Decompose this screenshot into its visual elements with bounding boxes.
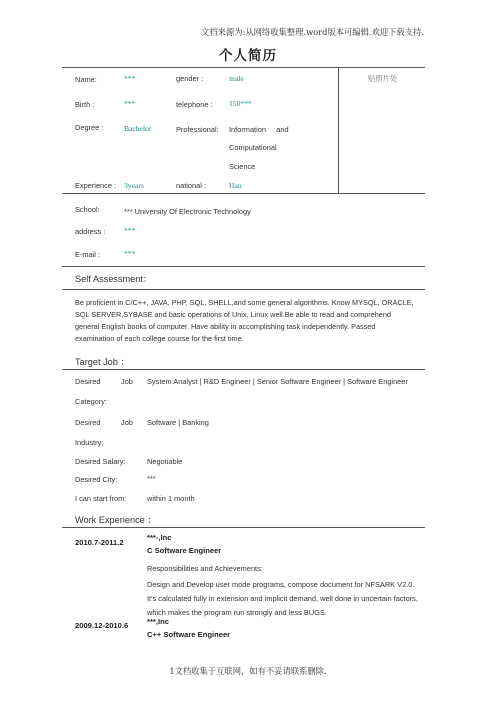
work-entry-detail: Responsibilities and Achievements: <box>147 564 263 573</box>
school-value: *** University Of Electronic Technology <box>124 207 251 216</box>
self-assessment-line: examination of each college course for the first time. <box>75 334 244 343</box>
work-entry-detail: which makes the program run strongly and less BUGS. <box>147 608 327 617</box>
self-assessment-line: general English books of computer. Have ability in accomplishing task independently. Passed <box>75 322 376 331</box>
self-assessment-text <box>75 297 435 345</box>
self-assessment-heading: Self Assessment： <box>75 274 153 284</box>
name-label: Name: <box>75 75 97 84</box>
work-entry-role: C Software Engineer <box>147 546 222 555</box>
work-entry-role: C++ Software Engineer <box>147 630 231 639</box>
telephone-label: telephone : <box>176 100 213 109</box>
work-experience-heading: Work Experience ： <box>75 515 157 525</box>
national-label: national : <box>176 181 206 190</box>
table-middle-border <box>62 193 425 194</box>
work-entry-date: 2010.7-2011.2 <box>75 538 124 547</box>
table-top-border <box>62 67 425 68</box>
start-date-value: within 1 month <box>147 494 195 503</box>
target-job-heading: Target Job ： <box>75 357 130 367</box>
photo-placeholder: 贴照片处 <box>368 74 398 83</box>
birth-label: Birth : <box>75 100 95 109</box>
email-value: *** <box>124 249 136 258</box>
professional-line: Science <box>229 162 256 171</box>
school-label: School: <box>75 205 100 214</box>
work-entry-date: 2009.12-2010.6 <box>75 621 129 630</box>
page-title: 个人简历 <box>219 48 277 64</box>
desired-salary-label: Desired Salary: <box>75 457 126 466</box>
desired-industry-label: Desired Job <box>75 418 133 427</box>
work-entry-detail: It's calculated fully in extension and implicit demand, well done in uncertain factors, <box>147 594 418 603</box>
telephone-value: 150*** <box>229 99 252 108</box>
table-bottom-border <box>62 266 425 267</box>
desired-category-value: System Analyst | R&D Engineer | Senior Software Engineer | Software Engineer <box>147 377 408 386</box>
desired-category-label-cont: Category: <box>75 397 108 406</box>
national-value: Han <box>229 181 242 190</box>
header-note: 文档来源为:从网络收集整理.word版本可编辑.欢迎下载支持. <box>201 27 424 37</box>
footer-note: 1文档收集于互联网，如有不妥请联系删除. <box>169 666 327 676</box>
target-job-rule <box>62 369 425 370</box>
address-label: address : <box>75 227 106 236</box>
work-experience-rule <box>62 527 425 528</box>
address-value: *** <box>124 226 136 235</box>
self-assessment-rule <box>62 289 425 290</box>
work-entry-company: ***,Inc <box>147 617 169 626</box>
gender-label: gender : <box>176 74 204 83</box>
desired-city-value: *** <box>147 474 156 483</box>
name-value: *** <box>124 74 136 83</box>
professional-line: Computational <box>229 143 277 152</box>
self-assessment-line: Be proficient in C/C++, JAVA, PHP, SQL, SHELL,and some general algorithms. Know MYSQL, ORACLE, <box>75 298 414 307</box>
work-entry-detail: Design and Develop user mode programs, compose document for NFSARK V2.0. <box>147 580 415 589</box>
start-date-label: I can start from: <box>75 494 127 503</box>
degree-value: Bachelor <box>124 124 152 133</box>
desired-salary-value: Negotiable <box>147 457 183 466</box>
birth-value: *** <box>124 99 136 108</box>
degree-label: Degree : <box>75 123 104 132</box>
photo-box-left-border <box>338 67 339 193</box>
self-assessment-line: SQL SERVER,SYBASE and basic operations of Unix, Linux well.Be able to read and comprehend <box>75 310 391 319</box>
desired-category-label: Desired Job <box>75 377 133 386</box>
desired-industry-value: Software | Banking <box>147 418 209 427</box>
professional-line: Information and <box>229 125 289 134</box>
email-label: E-mail : <box>75 250 101 259</box>
desired-industry-label-cont: Industry: <box>75 438 104 447</box>
experience-value: 3years <box>124 181 144 190</box>
work-entry-company: ***-,Inc <box>147 533 172 542</box>
professional-label: Professional: <box>176 125 219 134</box>
gender-value: male <box>229 74 244 83</box>
desired-city-label: Desired City: <box>75 475 118 484</box>
experience-label: Experience : <box>75 181 117 190</box>
